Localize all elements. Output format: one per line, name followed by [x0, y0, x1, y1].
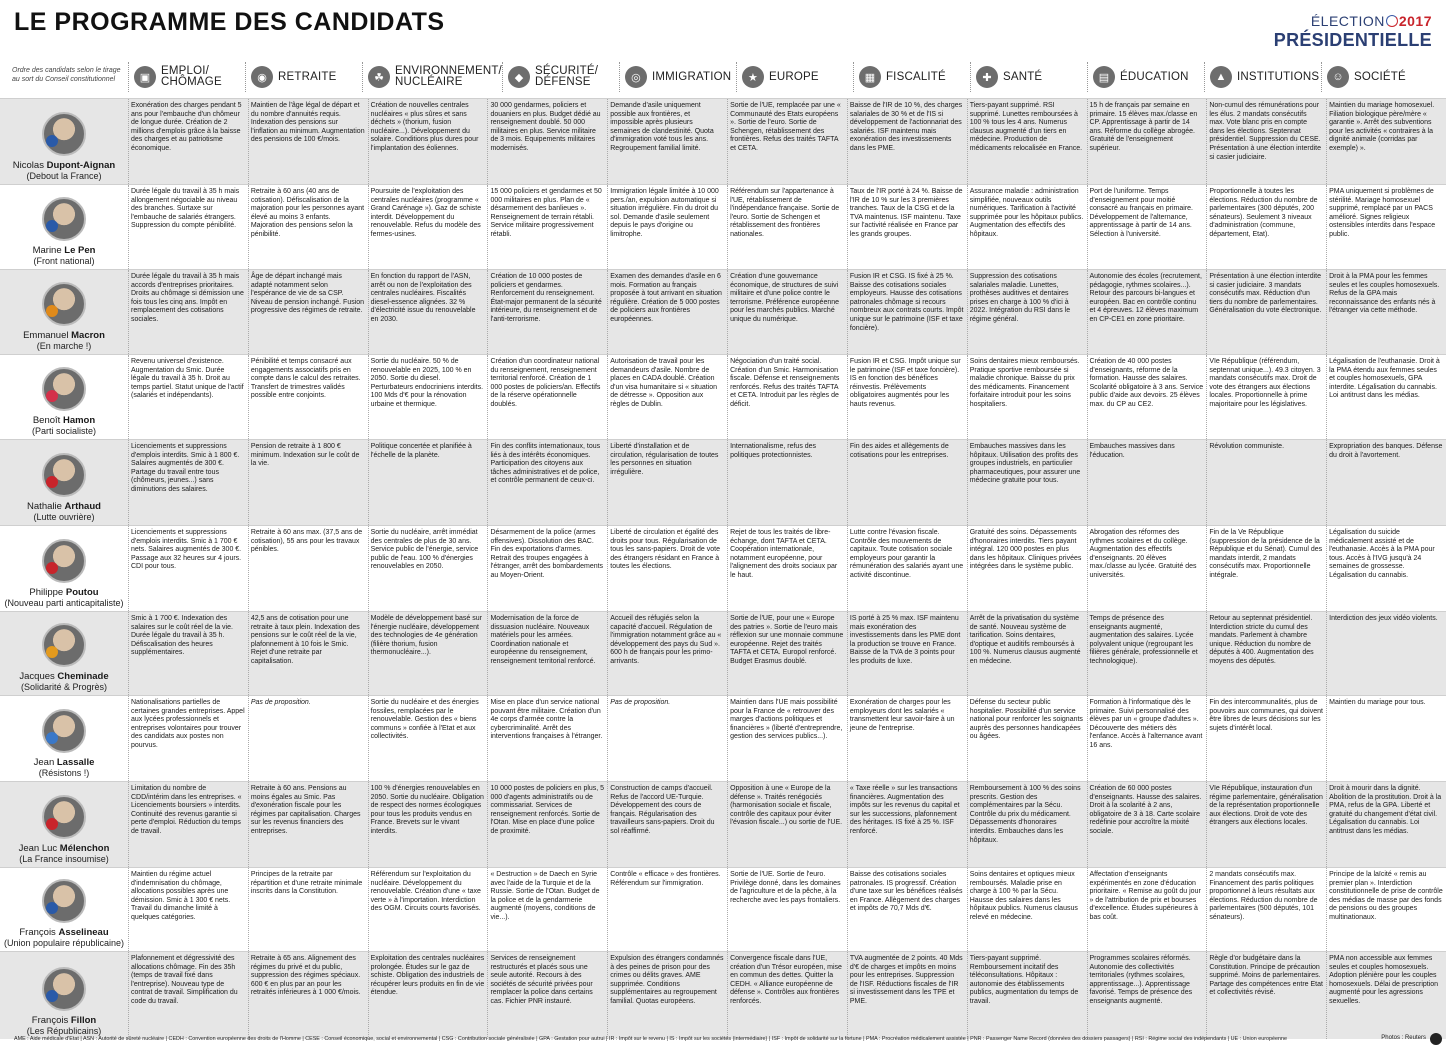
candidate-party: (Résistons !)	[38, 768, 90, 778]
page-title: LE PROGRAMME DES CANDIDATS	[14, 8, 445, 36]
program-cell: Retraite à 60 ans (40 ans de cotisation). Défiscalisation de la majoration pour les personnes ayant élevé au moins 3 enfants. Majoration des pensions selon la pénibilité.	[248, 185, 368, 269]
candidate-photo	[42, 623, 86, 667]
column-label: ENVIRONNEMENT/ NUCLÉAIRE	[395, 65, 502, 88]
program-cell: Tiers-payant supprimé. Remboursement incitatif des téléconsultations. Hôpitaux : autonomie des établissements publics, augmentation du temps de travail.	[967, 952, 1087, 1039]
program-cell: Fusion IR et CSG. Impôt unique sur le patrimoine (ISF et taxe foncière). IS en fonction des bénéfices réinvestis. Prélèvements obligatoires augmentés pour les hauts revenus.	[847, 355, 967, 439]
people-icon: ☺	[1327, 66, 1349, 88]
candidate-first-name: Marine	[32, 245, 62, 256]
candidate-row	[0, 354, 1446, 439]
candidate-party: (Debout la France)	[26, 171, 102, 181]
program-cell: Défense du secteur public hospitalier. Possibilité d'un service national pour renforcer les soignants auprès des personnes handicapées ou âgées.	[967, 696, 1087, 781]
candidate-party: (Lutte ouvrière)	[33, 512, 95, 522]
program-cell: Pension de retraite à 1 800 € minimum. Indexation sur le coût de la vie.	[248, 440, 368, 525]
program-cell: Révolution communiste.	[1206, 440, 1326, 525]
program-cell: Présentation à une élection interdite si casier judiciaire. 3 mandats consécutifs max. Réduction d'un tiers du nombre de parlementaires. Généralisation du vote électronique.	[1206, 270, 1326, 354]
program-cell: Retraite à 60 ans max. (37,5 ans de cotisation), 55 ans pour les travaux pénibles.	[248, 526, 368, 611]
program-cell: Baisse de l'IR de 10 %, des charges salariales de 30 % et de l'IS si développement de l'actionnariat des salariés. ISF maintenu mais exonération des investissements dans les PME.	[847, 99, 967, 184]
candidate-first-name: Jean Luc	[18, 843, 58, 854]
program-cell: Modèle de développement basé sur l'énergie nucléaire, développement des technologies de 4e génération (filière thorium, fusion thermonucléaire...).	[368, 612, 488, 695]
program-cell: Modernisation de la force de dissuasion nucléaire. Nouveaux matériels pour les armées. Coordination nationale et européenne du renseignement, renseignement territorial renforcé.	[487, 612, 607, 695]
candidate-last-name: Asselineau	[58, 927, 109, 938]
candidate-party: (Parti socialiste)	[31, 426, 96, 436]
column-header	[362, 56, 502, 98]
candidate-photo	[42, 709, 86, 753]
program-cell: « Taxe réelle » sur les transactions financières. Augmentation des impôts sur les revenus du capital et sur les successions, plafonnement des héritages. IS fixé à 25 %. ISF renforcé.	[847, 782, 967, 867]
program-cell: Maintien du mariage pour tous.	[1326, 696, 1446, 781]
program-cell: Sortie de l'UE, pour une « Europe des patries ». Sortie de l'euro mais réflexion sur une monnaie commune européenne. Rejet des traités TAFTA et CETA. Europol renforcé. Budget Erasmus doublé.	[727, 612, 847, 695]
program-cell: Remboursement à 100 % des soins prescrits. Gestion des complémentaires par la Sécu. Contrôle du prix du médicament. Dépassements d'honoraires interdits. Embauches dans les hôpitaux.	[967, 782, 1087, 867]
candidate-party: (La France insoumise)	[19, 854, 109, 864]
program-cell: IS porté à 25 % max. ISF maintenu mais exonération des investissements dans les PME dont la production se trouve en France. Baisse de la TVA de 3 points pour les produits de luxe.	[847, 612, 967, 695]
candidate-info	[0, 782, 128, 867]
program-cell: 2 mandats consécutifs max. Financement des partis politiques proportionnel à leurs résultats aux élections. Réduction du nombre de parlementaires (500 députés, 101 sénateurs).	[1206, 868, 1326, 951]
program-cell: Pas de proposition.	[607, 696, 727, 781]
brand-year: 2017	[1398, 13, 1432, 29]
candidate-last-name: Poutou	[65, 587, 99, 598]
candidate-info	[0, 696, 128, 781]
column-label: ÉDUCATION	[1119, 70, 1189, 83]
program-cell: Taux de l'IR porté à 24 %. Baisse de l'IR de 10 % sur les 3 premières tranches. Taux de la CSG et de la TVA maintenus. ISF maintenu. Taxe sur l'activité réalisée en France par les grands groupes.	[847, 185, 967, 269]
candidate-first-name: Nicolas	[12, 160, 44, 171]
program-cell: Création d'une gouvernance économique, de structures de suivi militaire et d'une police contre le terrorisme. Préférence européenne pour les marchés publics. Marché unique du numérique.	[727, 270, 847, 354]
program-cell: Retour au septennat présidentiel. Interdiction stricte du cumul des mandats. Parlement à chambre unique. Réduction du nombre de députés à 400. Augmentation des moyens des députés.	[1206, 612, 1326, 695]
party-logo-icon	[46, 562, 58, 574]
candidate-last-name: Arthaud	[64, 501, 101, 512]
candidate-first-name: François	[19, 927, 56, 938]
program-cell: Construction de camps d'accueil. Refus de l'accord UE-Turquie. Développement des cours de français. Régularisation des travailleurs sans-papiers. Droit du sol réaffirmé.	[607, 782, 727, 867]
candidate-row	[0, 269, 1446, 354]
brand-line2: PRÉSIDENTIELLE	[1273, 30, 1432, 50]
program-cell: Fin des intercommunalités, plus de pouvoirs aux communes, qui doivent être libres de leurs décisions sur les sujets d'intérêt local.	[1206, 696, 1326, 781]
program-cell: Interdiction des jeux vidéo violents.	[1326, 612, 1446, 695]
column-label: RETRAITE	[278, 70, 337, 83]
candidate-party: (Les Républicains)	[26, 1026, 102, 1036]
photo-credit: Photos : Reuters	[1381, 1035, 1426, 1041]
program-cell: 10 000 postes de policiers en plus, 5 000 d'agents administratifs ou de commissariat. Services de renseignement renforcés. Sortie de l'Otan. Mise en place d'une police de proximité.	[487, 782, 607, 867]
program-cell: Durée légale du travail à 35 h mais accords d'entreprises prioritaires. Droits au chômage si démission une fois tous les cinq ans. Impôt en remplacement des cotisations sociales.	[128, 270, 248, 354]
program-cell: Exonération de charges pour les employeurs dont les salariés « transmettent leur savoir-faire à un jeune de l'entreprise.	[847, 696, 967, 781]
program-cell: Soins dentaires et optiques mieux remboursés. Maladie prise en charge à 100 % par la Sécu. Hausse des salaires dans les hôpitaux publics. Numerus clausus relevé en médecine.	[967, 868, 1087, 951]
candidate-name	[23, 330, 105, 341]
column-label: FISCALITÉ	[885, 70, 946, 83]
candidate-first-name: Nathalie	[27, 501, 62, 512]
candidate-name	[19, 927, 108, 938]
candidate-first-name: François	[31, 1015, 69, 1026]
candidate-name	[29, 587, 98, 598]
program-cell: Création de 60 000 postes d'enseignants. Hausse des salaires. Droit à la scolarité à 2 ans, obligatoire de 3 à 18. Carte scolaire redéfinie pour accroître la mixité sociale.	[1087, 782, 1207, 867]
program-cell: 42,5 ans de cotisation pour une retraite à taux plein. Indexation des pensions sur le coût réel de la vie, plafonnement à 10 fois le Smic. Rejet d'une retraite par capitalisation.	[248, 612, 368, 695]
column-header	[1204, 56, 1321, 98]
program-cell: Embauches massives dans les hôpitaux. Utilisation des profits des groupes industriels, en particulier pharmaceutiques, pour assurer une médecine gratuite pour tous.	[967, 440, 1087, 525]
program-cell: Référendum sur l'exploitation du nucléaire. Développement du renouvelable. Création d'une « taxe verte » à l'importation. Interdiction des OGM. Circuits courts favorisés.	[368, 868, 488, 951]
candidate-name	[33, 245, 96, 256]
program-cell: 100 % d'énergies renouvelables en 2050. Sortie du nucléaire. Obligation de respect des normes écologiques pour tous les produits vendus en France. Brevets sur le vivant interdits.	[368, 782, 488, 867]
column-label: INSTITUTIONS	[1236, 70, 1320, 83]
candidate-last-name: Le Pen	[64, 245, 96, 256]
program-cell: Fin de la Ve République (suppression de la présidence de la République et du Sénat). Cumul des mandats interdit, 2 mandats consécutifs max. Proportionnelle intégrale.	[1206, 526, 1326, 611]
candidate-row	[0, 781, 1446, 867]
candidate-last-name: Lassalle	[56, 757, 95, 768]
program-cell: Embauches massives dans l'éducation.	[1087, 440, 1207, 525]
program-cell: Licenciements et suppressions d'emplois interdits. Smic à 1 800 €. Salaires augmentés de 300 €. Partage du travail entre tous (chômeurs, jeunes...) sans diminutions des salaires.	[128, 440, 248, 525]
column-label: IMMIGRATION	[651, 70, 732, 83]
program-cell: Licenciements et suppressions d'emplois interdits. Smic à 1 700 € nets. Salaires augmentés de 300 €. Passage aux 32 heures sur 4 jours. CDI pour tous.	[128, 526, 248, 611]
column-header	[502, 56, 619, 98]
globe-icon: ◎	[625, 66, 647, 88]
candidate-info	[0, 612, 128, 695]
program-cell: Poursuite de l'exploitation des centrales nucléaires (programme « Grand Carénage »). Gaz de schiste interdit. Développement du renouvelable. Refus du modèle des fermes-usines.	[368, 185, 488, 269]
program-cell: Non-cumul des rémunérations pour les élus. 2 mandats consécutifs max. Vote blanc pris en compte dans les élections. Septennat présidentiel. Suppression du CESE. Présentation à une élection interdite si casier judiciaire.	[1206, 99, 1326, 184]
program-cell: 15 000 policiers et gendarmes et 50 000 militaires en plus. Plan de « désarmement des banlieues ». Renseignement de terrain rétabli. Service militaire progressivement rétabli.	[487, 185, 607, 269]
program-cell: Temps de présence des enseignants augmenté, augmentation des salaires. Lycée polyvalent unique (regroupant les filières générale, professionnelle et technologique).	[1087, 612, 1207, 695]
candidate-info	[0, 355, 128, 439]
candidate-photo	[42, 539, 86, 583]
column-header-row	[128, 56, 1438, 98]
candidate-party: (Nouveau parti anticapitaliste)	[4, 598, 124, 608]
program-cell: Sortie du nucléaire. 50 % de renouvelable en 2025, 100 % en 2050. Sortie du diesel. Perturbateurs endocriniens interdits. 100 Mds d'€ pour la rénovation urbaine et thermique.	[368, 355, 488, 439]
wallet-icon: ◉	[251, 66, 273, 88]
program-cell: Examen des demandes d'asile en 6 mois. Formation au français proposée à tout arrivant en situation régulière. Création de 5 000 postes de policiers aux frontières européennes.	[607, 270, 727, 354]
program-cell: Principe de la laïcité « remis au premier plan ». Interdiction constitutionnelle de prise de contrôle des médias de masse par des fonds de pensions ou des groupes multinationaux.	[1326, 868, 1446, 951]
candidate-last-name: Cheminade	[57, 671, 109, 682]
program-cell: Maintien du régime actuel d'indemnisation du chômage, allocations possibles après une démission. Smic à 1 300 € nets. Travail du dimanche limité à quelques catégories.	[128, 868, 248, 951]
program-cell: Tiers-payant supprimé. RSI supprimé. Lunettes remboursées à 100 % tous les 4 ans. Numerus clausus augmenté d'un tiers en médecine. Production de médicaments relocalisée en France.	[967, 99, 1087, 184]
order-note: Ordre des candidats selon le tirage au sort du Conseil constitutionnel	[12, 67, 121, 83]
program-cell: Soins dentaires mieux remboursés. Pratique sportive remboursée si maladie chronique. Baisse du prix des médicaments. Financement forfaitaire introduit pour les soins hospitaliers.	[967, 355, 1087, 439]
election-logo	[1274, 14, 1432, 49]
candidate-first-name: Benoît	[32, 415, 61, 426]
candidate-row	[0, 525, 1446, 611]
program-cell: Opposition à une « Europe de la défense ». Traités renégociés (harmonisation sociale et fiscale, contrôle des capitaux pour éviter l'évasion fiscale...) ou sortie de l'UE.	[727, 782, 847, 867]
program-cell: Assurance maladie : administration simplifiée, nouveaux outils numériques. Tarification à l'activité supprimée pour les hôpitaux publics. Augmentation des effectifs des hôpitaux.	[967, 185, 1087, 269]
program-cell: Affectation d'enseignants expérimentés en zone d'éducation prioritaire. « Remise au goût du jour » de l'attribution de prix et bourses d'excellence. Études supérieures à bas coût.	[1087, 868, 1207, 951]
candidate-row	[0, 695, 1446, 781]
program-cell: Maintien dans l'UE mais possibilité pour la France de « retrouver des marges d'actions politiques et financières » (liberté d'entreprendre, gestion des services publics...).	[727, 696, 847, 781]
program-cell: Port de l'uniforme. Temps d'enseignement pour moitié consacré au français en primaire. Développement de l'alternance, apprentissage à partir de 14 ans. Sélection à l'université.	[1087, 185, 1207, 269]
candidate-photo	[42, 367, 86, 411]
candidate-info	[0, 270, 128, 354]
candidate-name	[27, 501, 101, 512]
program-cell: Création d'un coordinateur national du renseignement, renseignement territorial renforcé. Création de 1 000 postes de policiers/an. Effectifs de la réserve opérationnelle doublés.	[487, 355, 607, 439]
program-cell: Durée légale du travail à 35 h mais allongement négociable au niveau des branches. Surtaxe sur l'embauche de salariés étrangers. Suppression du compte pénibilité.	[128, 185, 248, 269]
candidate-last-name: Mélenchon	[59, 843, 110, 854]
party-logo-icon	[46, 135, 58, 147]
program-cell: Sortie du nucléaire, arrêt immédiat des centrales de plus de 30 ans. Service public de l'énergie, service public de l'eau. 100 % d'énergies renouvelables en 2050.	[368, 526, 488, 611]
candidate-photo	[42, 197, 86, 241]
candidate-photo	[42, 795, 86, 839]
party-logo-icon	[46, 305, 58, 317]
program-cell: Retraite à 60 ans. Pensions au moins égales au Smic. Pas d'exonération fiscale pour les régimes par capitalisation. Charges sur les revenus financiers des entreprises.	[248, 782, 368, 867]
column-header	[1087, 56, 1204, 98]
book-icon: ▤	[1093, 66, 1115, 88]
candidate-name	[34, 757, 95, 768]
program-cell: Contrôle « efficace » des frontières. Référendum sur l'immigration.	[607, 868, 727, 951]
circle-logo-icon	[1386, 15, 1398, 27]
program-cell: Exploitation des centrales nucléaires prolongée. Études sur le gaz de schiste. Obligation des industriels de récupérer leurs produits en fin de vie étendue.	[368, 952, 488, 1039]
program-cell: Formation à l'informatique dès le primaire. Suivi personnalisé des élèves par un « groupe d'adultes ». Découverte des métiers dès l'enfance. Accès à l'alternance avant 16 ans.	[1087, 696, 1207, 781]
party-logo-icon	[46, 990, 58, 1002]
program-cell: Abrogation des réformes des rythmes scolaires et du collège. Augmentation des effectifs d'enseignants. 20 élèves max./classe au lycée. Gratuité des universités.	[1087, 526, 1207, 611]
program-cell: Demande d'asile uniquement possible aux frontières, et impossible après plusieurs semaines de clandestinité. Quota d'immigration voté tous les ans. Regroupement familial limité.	[607, 99, 727, 184]
candidate-photo	[42, 879, 86, 923]
candidate-info	[0, 952, 128, 1039]
column-label: EUROPE	[768, 70, 819, 83]
program-cell: « Destruction » de Daech en Syrie avec l'aide de la Turquie et de la Russie. Sortie de l'Otan. Budget de la police et de la gendarmerie augmenté (moyens, conditions de vie...).	[487, 868, 607, 951]
program-cell: PMA uniquement si problèmes de stérilité. Mariage homosexuel supprimé, remplacé par un PACS amélioré. Signes religieux ostensibles interdits dans l'espace public.	[1326, 185, 1446, 269]
program-cell: Plafonnement et dégressivité des allocations chômage. Fin des 35h (temps de travail fixé dans l'entreprise). Nouveau type de contrat de travail. Simplification du code du travail.	[128, 952, 248, 1039]
column-header	[970, 56, 1087, 98]
program-cell: Autorisation de travail pour les demandeurs d'asile. Nombre de places en CADA doublé. Création d'un visa humanitaire si « situation de détresse ». Opposition aux règles de Dublin.	[607, 355, 727, 439]
candidate-first-name: Emmanuel	[23, 330, 69, 341]
program-cell: Services de renseignement restructurés et placés sous une seule autorité. Recours à des sociétés de sécurité privées pour remplacer la police dans certains cas. Fichier PNR instauré.	[487, 952, 607, 1039]
candidate-last-name: Macron	[71, 330, 105, 341]
candidate-info	[0, 526, 128, 611]
column-header	[736, 56, 853, 98]
program-cell: Nationalisations partielles de certaines grandes entreprises. Appel aux lycées professionnels et entreprises volontaires pour trouver des candidats aux postes non pourvus.	[128, 696, 248, 781]
program-cell: Fin des aides et allègements de cotisations pour les entreprises.	[847, 440, 967, 525]
program-cell: Sortie du nucléaire et des énergies fossiles, remplacées par le renouvelable. Gestion des « biens communs » confiée à l'Etat et aux collectivités.	[368, 696, 488, 781]
candidate-last-name: Dupont-Aignan	[46, 160, 116, 171]
program-cell: TVA augmentée de 2 points. 40 Mds d'€ de charges et impôts en moins pour les entreprises. Suppression de l'ISF. Réductions fiscales de l'IR si investissement dans les TPE et PME.	[847, 952, 967, 1039]
candidate-photo	[42, 967, 86, 1011]
candidate-name	[33, 415, 95, 426]
candidate-info	[0, 99, 128, 184]
abbreviations-footer: AME : Aide médicale d'État | ASN : Autorité de sûreté nucléaire | CEDH : Convention européenne des droits de l'Homme | CESE : Conseil économique, social et environnemental | CSG : Contribution sociale généralisée | GPA : Gestation pour autrui | IR : Impôt sur le revenu | IS : Impôt sur les sociétés (intermédiaire) | ISF : Impôt de solidarité sur la fortune | PMA : Procréation médicalement assistée | PNR : Passenger Name Record (données des dossiers passagers) | RSI : Régime social des indépendants | UE : Union européenne	[14, 1036, 1288, 1042]
program-cell: Revenu universel d'existence. Augmentation du Smic. Durée légale du travail à 35 h. Droit au temps partiel. Statut unique de l'actif (salariés et indépendants).	[128, 355, 248, 439]
program-cell: Création de 10 000 postes de policiers et gendarmes. Renforcement du renseignement. État-major permanent de la sécurité intérieure, du renseignement et de l'anti-terrorisme.	[487, 270, 607, 354]
program-cell: Expulsion des étrangers condamnés à des peines de prison pour des crimes ou délits graves. AME supprimée. Conditions supplémentaires au regroupement familial. Quotas européens.	[607, 952, 727, 1039]
candidate-row	[0, 98, 1446, 184]
candidate-info	[0, 185, 128, 269]
column-label: SÉCURITÉ/ DÉFENSE	[534, 65, 599, 88]
candidate-row	[0, 867, 1446, 951]
program-cell: Exonération des charges pendant 5 ans pour l'embauche d'un chômeur de longue durée. Création de 2 millions d'emplois grâce à la baisse des charges et au patriotisme économique.	[128, 99, 248, 184]
program-cell: Règle d'or budgétaire dans la Constitution. Principe de précaution supprimé. Moins de parlementaires. Partage des compétences entre Etat et collectivités révisé.	[1206, 952, 1326, 1039]
program-cell: VIe République (référendum, septennat unique...). 49.3 citoyen. 3 mandats consécutifs max. Droit de vote des étrangers aux élections locales. Proportionnelle à prime majoritaire pour les législatives.	[1206, 355, 1326, 439]
candidate-row	[0, 951, 1446, 1039]
candidate-last-name: Hamon	[62, 415, 96, 426]
program-cell: Maintien du mariage homosexuel. Filiation biologique père/mère « garantie ». Arrêt des subventions pour les activités « contraires à la dignité animale (corridas par exemple) ».	[1326, 99, 1446, 184]
program-cell: Expropriation des banques. Défense du droit à l'avortement.	[1326, 440, 1446, 525]
program-cell: Rejet de tous les traités de libre-échange, dont TAFTA et CETA. Coopération internationale, notamment européenne, pour l'alignement des droits sociaux par le haut.	[727, 526, 847, 611]
program-cell: Fin des conflits internationaux, tous liés à des intérêts économiques. Participation des citoyens aux tâches administratives et de police, et contrôle permanent de ceux-ci.	[487, 440, 607, 525]
candidate-first-name: Jean	[33, 757, 55, 768]
program-cell: Droit à mourir dans la dignité. Abolition de la prostitution. Droit à la PMA, refus de la GPA. Liberté et gratuité du changement d'état civil. Légalisation du cannabis. Loi antitrust dans les médias.	[1326, 782, 1446, 867]
party-logo-icon	[46, 818, 58, 830]
program-cell: Proportionnelle à toutes les élections. Réduction du nombre de parlementaires (300 députés, 200 sénateurs). Seulement 3 niveaux d'administration (commune, département, Etat).	[1206, 185, 1326, 269]
candidate-party: (En marche !)	[36, 341, 92, 351]
eu-stars-icon: ★	[742, 66, 764, 88]
party-logo-icon	[46, 732, 58, 744]
program-cell: Autonomie des écoles (recrutement, pédagogie, rythmes scolaires...). Retour des parcours bi-langues et européen. Bac en contrôle continu et 4 épreuves. 12 élèves maximum en CP-CE1 en zone prioritaire.	[1087, 270, 1207, 354]
candidate-party: (Front national)	[33, 256, 95, 266]
program-cell: Sortie de l'UE. Sortie de l'euro. Privilège donné, dans les domaines de l'agriculture et de la pêche, à la recherche avec les pays frontaliers.	[727, 868, 847, 951]
party-logo-icon	[46, 390, 58, 402]
program-cell: Smic à 1 700 €. Indexation des salaires sur le coût réel de la vie. Durée légale du travail à 35 h. Défiscalisation des heures supplémentaires.	[128, 612, 248, 695]
brand-line1: ÉLECTION	[1310, 13, 1385, 29]
candidate-photo	[42, 112, 86, 156]
candidate-photo	[42, 453, 86, 497]
candidate-name	[13, 160, 115, 171]
program-cell: Création de 40 000 postes d'enseignants, réforme de la formation. Hausse des salaires. Scolarité obligatoire à 3 ans. Service public d'aide aux devoirs. 25 élèves max. du CP au CE2.	[1087, 355, 1207, 439]
program-cell: Baisse des cotisations sociales patronales. IS progressif. Création d'une taxe sur les bénéfices réalisés en France. Allègement des charges et impôts de 70,7 Mds d'€.	[847, 868, 967, 951]
program-cell: Pénibilité et temps consacré aux engagements associatifs pris en compte dans le calcul des retraites. Transfert de trimestres validés possible entre conjoints.	[248, 355, 368, 439]
program-cell: Convergence fiscale dans l'UE, création d'un Trésor européen, mise en commun des dettes. Quitter la CEDH. « Alliance européenne de défense ». Contrôles aux frontières renforcés.	[727, 952, 847, 1039]
party-logo-icon	[46, 646, 58, 658]
program-cell: Arrêt de la privatisation du système de santé. Nouveau système de tarification. Soins dentaires, d'optique et auditifs remboursés à 100 %. Numerus clausus augmenté en médecine.	[967, 612, 1087, 695]
program-cell: Politique concertée et planifiée à l'échelle de la planète.	[368, 440, 488, 525]
column-label: SOCIÉTÉ	[1353, 70, 1406, 83]
program-cell: Âge de départ inchangé mais adapté notamment selon l'espérance de vie de sa CSP. Niveau de pension inchangé. Fusion progressive des régimes de retraite.	[248, 270, 368, 354]
candidate-first-name: Jacques	[19, 671, 55, 682]
program-cell: Droit à la PMA pour les femmes seules et les couples homosexuels. Refus de la GPA mais reconnaissance des enfants nés à l'étranger via cette méthode.	[1326, 270, 1446, 354]
candidate-name	[19, 671, 108, 682]
column-header	[619, 56, 736, 98]
column-header	[128, 56, 245, 98]
candidate-row	[0, 184, 1446, 269]
program-cell: En fonction du rapport de l'ASN, arrêt ou non de l'exploitation des centrales nucléaires. Fiscalités diesel-essence alignées. 32 % d'électricité issue du renouvelable en 2030.	[368, 270, 488, 354]
candidate-name	[32, 1015, 96, 1026]
column-header	[245, 56, 362, 98]
calculator-icon: ▦	[859, 66, 881, 88]
program-cell: Référendum sur l'appartenance à l'UE, rétablissement de l'indépendance française. Sortie de l'euro. Sortie de Schengen et rétablissement des frontières nationales.	[727, 185, 847, 269]
program-cell: Maintien de l'âge légal de départ et du nombre d'annuités requis. Indexation des pensions sur l'inflation au minimum. Augmentation des pensions de 100 €/mois.	[248, 99, 368, 184]
medical-cross-icon: ✚	[976, 66, 998, 88]
program-cell: Accueil des réfugiés selon la capacité d'accueil. Régulation de l'immigration notamment grâce au « développement des pays du Sud ». 600 h de français pour les primo-arrivants.	[607, 612, 727, 695]
party-logo-icon	[46, 220, 58, 232]
program-cell: Légalisation de l'euthanasie. Droit à la PMA étendu aux femmes seules et couples homosexuels, GPA interdite. Légalisation du cannabis. Loi antitrust dans les médias.	[1326, 355, 1446, 439]
program-cell: Liberté de circulation et égalité des droits pour tous. Régularisation de tous les sans-papiers. Droit de vote des étrangers résidant en France à toutes les élections.	[607, 526, 727, 611]
program-cell: Gratuité des soins. Dépassements d'honoraires interdits. Tiers payant intégral. 120 000 postes en plus dans les hôpitaux. Cliniques privées intégrées dans le système public.	[967, 526, 1087, 611]
column-header	[853, 56, 970, 98]
candidate-info	[0, 868, 128, 951]
program-cell: Fusion IR et CSG. IS fixé à 25 %. Baisse des cotisations sociales employeurs. Hausse des cotisations patronales chômage si recours nombreux aux contrats courts. Impôt unique sur le patrimoine (ISF et taxe foncière).	[847, 270, 967, 354]
program-cell: Limitation du nombre de CDD/intérim dans les entreprises. « Licenciements boursiers » interdits. Continuité des revenus garantie si perte d'emploi. Réduction du temps de travail.	[128, 782, 248, 867]
column-label: EMPLOI/ CHÔMAGE	[161, 65, 222, 88]
party-logo-icon	[46, 902, 58, 914]
program-cell: Légalisation du suicide médicalement assisté et de l'euthanasie. Accès à la PMA pour tous. Accès à l'IVG jusqu'à 24 semaines de grossesse. Légalisation du cannabis.	[1326, 526, 1446, 611]
program-cell: Retraite à 65 ans. Alignement des régimes du privé et du public, suppression des régimes spéciaux. 600 € en plus par an pour les retraités inférieures à 1 000 €/mois.	[248, 952, 368, 1039]
program-cell: Suppression des cotisations salariales maladie. Lunettes, prothèses auditives et dentaires prises en charge à 100 % d'ici à 2022. Intégration du RSI dans le régime général.	[967, 270, 1087, 354]
agency-logo-icon	[1430, 1033, 1442, 1045]
program-cell: Lutte contre l'évasion fiscale. Contrôle des mouvements de capitaux. Toute cotisation sociale employeurs pour garantir la rémunération des salariés ayant une activité discontinue.	[847, 526, 967, 611]
shield-icon: ◆	[508, 66, 530, 88]
program-cell: VIe République, instauration d'un régime parlementaire, généralisation de la représentation proportionnelle aux élections. Droit de vote des étrangers aux élections locales.	[1206, 782, 1326, 867]
candidate-first-name: Philippe	[29, 587, 64, 598]
program-cell: Sortie de l'UE, remplacée par une « Communauté des Etats européens ». Sortie de l'euro. Sortie de Schengen, rétablissement des frontières. Refus des traités TAFTA et CETA.	[727, 99, 847, 184]
program-cell: Mise en place d'un service national pouvant être militaire. Création d'un 4e corps d'armée contre la cybercriminalité. Arrêt des interventions françaises à l'étranger.	[487, 696, 607, 781]
candidate-row	[0, 439, 1446, 525]
candidate-party: (Union populaire républicaine)	[3, 938, 125, 948]
party-logo-icon	[46, 476, 58, 488]
program-cell: 30 000 gendarmes, policiers et douaniers en plus. Budget dédié au renseignement doublé. 50 000 militaires en plus. Service militaire de 3 mois. Equipements militaires modernisés.	[487, 99, 607, 184]
candidate-last-name: Fillon	[70, 1015, 97, 1026]
candidate-info	[0, 440, 128, 525]
program-cell: 15 h de français par semaine en primaire. 15 élèves max./classe en CP. Apprentissage à partir de 14 ans. Réforme du collège abrogée. Gratuité de l'enseignement supérieur.	[1087, 99, 1207, 184]
leaf-icon: ☘	[368, 66, 390, 88]
program-cell: Programmes scolaires réformés. Autonomie des collectivités territoriales (rythmes scolaires, apprentissage...). Apprentissage favorisé. Temps de présence des enseignants augmenté.	[1087, 952, 1207, 1039]
briefcase-icon: ▣	[134, 66, 156, 88]
program-cell: Désarmement de la police (armes offensives). Dissolution des BAC. Fin des exportations d'armes. Retrait des troupes engagées à l'étranger, arrêt des bombardements au Moyen-Orient.	[487, 526, 607, 611]
program-cell: Création de nouvelles centrales nucléaires « plus sûres et sans déchets » (thorium, fusion nucléaire...). Développement du solaire. Conditions plus dures pour l'implantation des éoliennes.	[368, 99, 488, 184]
program-cell: Internationalisme, refus des politiques protectionnistes.	[727, 440, 847, 525]
program-cell: Principes de la retraite par répartition et d'une retraite minimale inscrits dans la Constitution.	[248, 868, 368, 951]
candidate-party: (Solidarité & Progrès)	[20, 682, 108, 692]
building-icon: ▲	[1210, 66, 1232, 88]
program-cell: Liberté d'installation et de circulation, régularisation de toutes les personnes en situation irrégulière.	[607, 440, 727, 525]
program-cell: Pas de proposition.	[248, 696, 368, 781]
program-cell: PMA non accessible aux femmes seules et couples homosexuels. Adoption plénière pour les couples homosexuels. Délai de prescription augmenté pour les agressions sexuelles.	[1326, 952, 1446, 1039]
program-cell: Immigration légale limitée à 10 000 pers./an, expulsion automatique si situation irrégulière. Fin du droit du sol. Demande d'asile seulement depuis le pays d'origine ou limitrophe.	[607, 185, 727, 269]
column-header	[1321, 56, 1438, 98]
candidate-name	[19, 843, 110, 854]
program-cell: Négociation d'un traité social. Création d'un Smic. Harmonisation fiscale. Défense et renseignements renforcés. Refus des traités TAFTA et CETA. Introduit par les règles de déficit.	[727, 355, 847, 439]
candidate-row	[0, 611, 1446, 695]
column-label: SANTÉ	[1002, 70, 1043, 83]
candidate-photo	[42, 282, 86, 326]
